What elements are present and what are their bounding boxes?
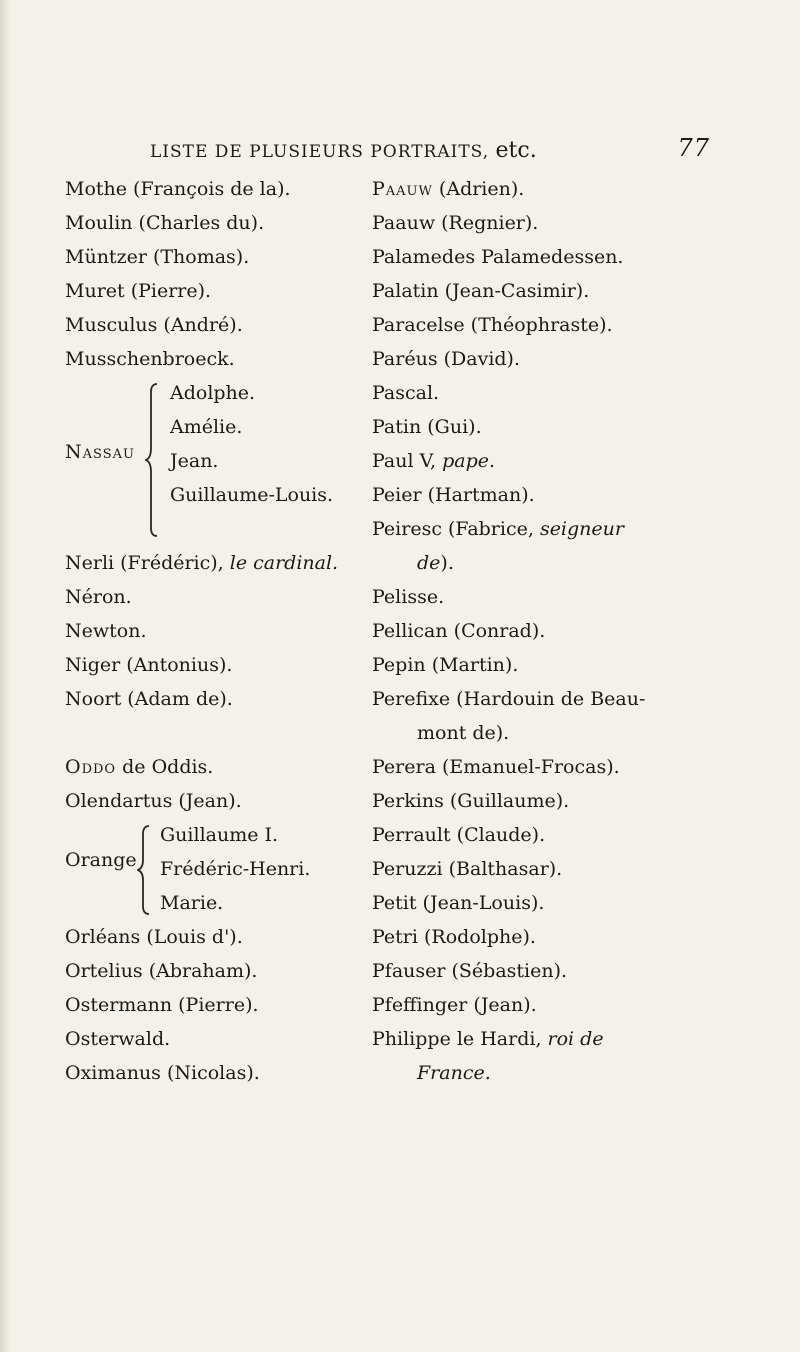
entry-text: Musculus (André). (65, 314, 243, 336)
list-entry (372, 988, 692, 1022)
running-title (150, 138, 537, 163)
entry-italic-text: seigneur (539, 518, 624, 540)
entry-text: Guillaume-Louis. (170, 484, 334, 506)
entry-text: Petit (Jean-Louis). (372, 892, 545, 914)
right-entries (372, 206, 692, 1090)
oddo-name: Oddo (65, 756, 117, 778)
entry-olendartus: Olendartus (Jean). (65, 790, 242, 812)
orange-member (160, 886, 310, 920)
list-entry (372, 580, 692, 614)
nassau-brace-icon (145, 382, 161, 538)
entry-text: Amélie. (170, 416, 243, 438)
list-entry (372, 274, 692, 308)
entry-text: Perefixe (Hardouin de Beau- (372, 688, 646, 710)
entry-text: Paréus (David). (372, 348, 521, 370)
entry-text: Musschenbroeck. (65, 348, 235, 370)
list-entry (372, 546, 692, 580)
list-entry (372, 954, 692, 988)
entry-italic-text: roi de (547, 1028, 604, 1050)
entry-text: Oximanus (Nicolas). (65, 1062, 260, 1084)
entry-text: Orléans (Louis d'). (65, 926, 243, 948)
orange-member (160, 852, 310, 886)
list-entry (372, 682, 692, 716)
list-entry (65, 206, 395, 240)
list-entry (372, 1056, 692, 1090)
list-entry (372, 308, 692, 342)
nassau-member (170, 376, 333, 410)
list-entry (65, 1022, 395, 1056)
left-entries-bottom (65, 920, 395, 1090)
nassau-member (170, 444, 333, 478)
entry-text: Moulin (Charles du). (65, 212, 265, 234)
list-entry (65, 954, 395, 988)
list-entry (372, 784, 692, 818)
entry-text: mont de). (417, 722, 510, 744)
entry-italic-text: pape. (442, 450, 496, 472)
entry-text: Patin (Gui). (372, 416, 482, 438)
entry-text: Peier (Hartman). (372, 484, 535, 506)
entry-text: Ortelius (Abraham). (65, 960, 258, 982)
entry-text: Perrault (Claude). (372, 824, 546, 846)
entry-text: Noort (Adam de). (65, 688, 233, 710)
entry-text: Pascal. (372, 382, 440, 404)
entry-text: Pelisse. (372, 586, 445, 608)
orange-brace-icon (137, 824, 153, 916)
page-spine-shadow (0, 0, 10, 1352)
entry-text: Ostermann (Pierre). (65, 994, 259, 1016)
list-entry (65, 546, 395, 580)
entry-text: Mothe (François de la). (65, 178, 291, 200)
orange-group (65, 818, 395, 920)
list-entry (372, 206, 692, 240)
left-column (65, 172, 395, 1090)
list-entry (372, 240, 692, 274)
nassau-group (65, 376, 395, 546)
list-entry (65, 648, 395, 682)
nassau-group-name: Nassau (65, 441, 135, 463)
entry-text: Newton. (65, 620, 147, 642)
list-entry (372, 376, 692, 410)
list-entry (372, 920, 692, 954)
running-title-text: LISTE DE PLUSIEURS PORTRAITS, (150, 142, 490, 162)
entry-text: Néron. (65, 586, 132, 608)
orange-members (160, 818, 310, 920)
entry-text: Niger (Antonius). (65, 654, 233, 676)
nassau-member (170, 478, 333, 512)
left-entries-top (65, 172, 395, 376)
list-entry (65, 682, 395, 716)
list-entry (65, 988, 395, 1022)
list-entry (65, 920, 395, 954)
entry-text: Marie. (160, 892, 224, 914)
entry-text: Pfeffinger (Jean). (372, 994, 537, 1016)
entry-text: Pfauser (Sébastien). (372, 960, 568, 982)
orange-group-name: Orange (65, 849, 137, 871)
list-entry (372, 342, 692, 376)
list-entry (372, 648, 692, 682)
entry-text: Paauw (Regnier). (372, 212, 539, 234)
entry-text: Palatin (Jean-Casimir). (372, 280, 590, 302)
list-entry (372, 1022, 692, 1056)
entry-trailing-text: ). (440, 552, 454, 574)
list-entry (65, 580, 395, 614)
list-entry (65, 342, 395, 376)
entry-italic-text: France. (417, 1062, 491, 1084)
entry-text: Perkins (Guillaume). (372, 790, 570, 812)
list-entry (372, 750, 692, 784)
nassau-member (170, 410, 333, 444)
entry-text: Müntzer (Thomas). (65, 246, 250, 268)
running-title-etc: etc. (495, 138, 537, 163)
entry-text: Nerli (Frédéric), (65, 552, 230, 574)
list-entry (65, 172, 395, 206)
list-entry (372, 818, 692, 852)
left-entries-middle (65, 546, 395, 716)
entry-text: Pepin (Martin). (372, 654, 519, 676)
entry-text: Frédéric-Henri. (160, 858, 311, 880)
entry-text: Muret (Pierre). (65, 280, 212, 302)
entry-text: Guillaume I. (160, 824, 279, 846)
oddo-rest: de Oddis. (116, 756, 214, 778)
paauw-rest: (Adrien). (432, 178, 525, 200)
entry-text: Adolphe. (170, 382, 256, 404)
list-entry (65, 274, 395, 308)
entry-text: Palamedes Palamedessen. (372, 246, 624, 268)
entry-paauw-adrien (372, 172, 692, 206)
list-entry (372, 886, 692, 920)
entry-oddo (65, 750, 395, 784)
entry-text: Peiresc (Fabrice, (372, 518, 540, 540)
section-gap (65, 716, 395, 750)
entry-text: Petri (Rodolphe). (372, 926, 536, 948)
entry-text: Osterwald. (65, 1028, 171, 1050)
page-number: 77 (677, 134, 710, 162)
paauw-name: Paauw (372, 178, 433, 200)
list-entry (65, 614, 395, 648)
orange-member (160, 818, 310, 852)
nassau-members (170, 376, 333, 512)
list-entry (65, 240, 395, 274)
list-entry (372, 444, 692, 478)
list-entry (65, 308, 395, 342)
entry-text: Paul V, (372, 450, 443, 472)
entry-text: Pellican (Conrad). (372, 620, 546, 642)
entry-text: Perera (Emanuel-Frocas). (372, 756, 620, 778)
entry-text: Jean. (170, 450, 219, 472)
list-entry (372, 716, 692, 750)
list-entry (372, 512, 692, 546)
entry-text: Philippe le Hardi, (372, 1028, 548, 1050)
list-entry (372, 410, 692, 444)
list-entry (65, 1056, 395, 1090)
list-entry (372, 614, 692, 648)
entry-italic-text: de (417, 552, 441, 574)
list-entry (372, 852, 692, 886)
right-column (372, 172, 692, 1090)
running-header (150, 136, 710, 166)
entry-text: Paracelse (Théophraste). (372, 314, 613, 336)
entry-text: Peruzzi (Balthasar). (372, 858, 563, 880)
list-entry (372, 478, 692, 512)
entry-italic-text: le cardinal. (229, 552, 339, 574)
